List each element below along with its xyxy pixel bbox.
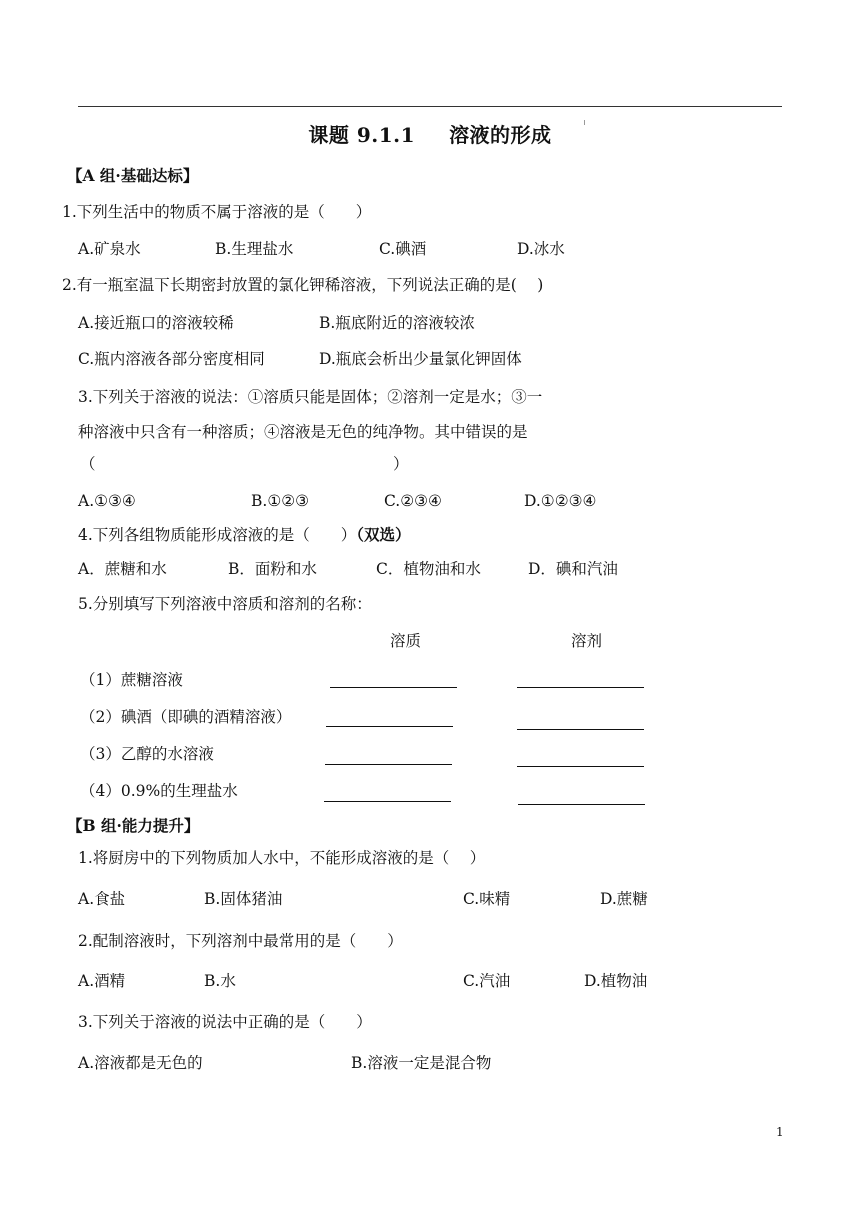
qa1-stem: 1.下列生活中的物质不属于溶液的是（ ） <box>62 203 372 221</box>
section-b-heading: 【B 组·能力提升】 <box>67 816 200 835</box>
qa5-row-2: （2）碘酒（即碘的酒精溶液） <box>80 708 292 726</box>
page-title <box>0 125 860 145</box>
qa3-option-c: C.②③④ <box>384 492 442 510</box>
qb2-option-b: B.水 <box>204 972 236 990</box>
page-number: 1 <box>776 1125 784 1139</box>
qa3-paren-close: ） <box>393 455 409 473</box>
qa1-option-a: A.矿泉水 <box>78 240 141 258</box>
qa5-row-4-solute-blank[interactable] <box>324 801 451 802</box>
qb3-option-b: B.溶液一定是混合物 <box>351 1054 492 1072</box>
qa4-option-b: B．面粉和水 <box>228 560 317 578</box>
qa2-option-b: B.瓶底附近的溶液较浓 <box>319 314 475 332</box>
qb1-stem: 1.将厨房中的下列物质加人水中，不能形成溶液的是（ ） <box>78 849 486 867</box>
qa5-row-4-solvent-blank[interactable] <box>518 804 645 805</box>
qb3-option-a: A.溶液都是无色的 <box>78 1054 203 1072</box>
qa5-row-3-solvent-blank[interactable] <box>517 766 644 767</box>
qb1-option-a: A.食盐 <box>78 890 126 908</box>
qa3-option-b: B.①②③ <box>251 492 310 510</box>
qa5-column-solute: 溶质 <box>390 632 422 650</box>
title-text: 溶液的形成 <box>449 123 552 147</box>
qb3-stem: 3.下列关于溶液的说法中正确的是（ ） <box>78 1013 372 1031</box>
qa4-option-d: D．碘和汽油 <box>528 560 618 578</box>
qa4-option-a: A．蔗糖和水 <box>78 560 167 578</box>
qa5-row-1: （1）蔗糖溶液 <box>80 671 183 689</box>
title-code: 课题 9.1.1 <box>308 123 416 147</box>
qa3-stem-line1: 3.下列关于溶液的说法：①溶质只能是固体；②溶剂一定是水；③一 <box>78 388 543 406</box>
qa5-column-solvent: 溶剂 <box>571 632 603 650</box>
qa5-row-1-solute-blank[interactable] <box>330 687 457 688</box>
qa2-option-d: D.瓶底会析出少量氯化钾固体 <box>319 350 522 368</box>
qa5-row-3-solute-blank[interactable] <box>325 764 452 765</box>
qb1-option-d: D.蔗糖 <box>600 890 648 908</box>
qa5-row-2-solute-blank[interactable] <box>326 726 453 727</box>
qa4-stem <box>78 527 411 544</box>
qa3-option-d: D.①②③④ <box>524 492 597 510</box>
qa2-stem: 2.有一瓶室温下长期密封放置的氯化钾稀溶液，下列说法正确的是( ) <box>62 276 544 294</box>
qa1-option-c: C.碘酒 <box>379 240 427 258</box>
qa2-option-a: A.接近瓶口的溶液较稀 <box>78 314 234 332</box>
section-a-heading: 【A 组·基础达标】 <box>67 166 199 185</box>
qb2-option-c: C.汽油 <box>463 972 511 990</box>
qa5-stem: 5.分别填写下列溶液中溶质和溶剂的名称： <box>78 595 372 613</box>
qa4-stem-text: 4.下列各组物质能形成溶液的是（ ） <box>78 526 357 544</box>
qb2-option-d: D.植物油 <box>584 972 648 990</box>
qa2-option-c: C.瓶内溶液各部分密度相同 <box>78 350 265 368</box>
qa3-stem-line2: 种溶液中只含有一种溶质；④溶液是无色的纯净物。其中错误的是 <box>78 423 528 441</box>
qa4-note: （双选） <box>356 525 411 544</box>
qb2-option-a: A.酒精 <box>78 972 126 990</box>
qa3-paren-open: （ <box>80 455 96 473</box>
qa5-row-1-solvent-blank[interactable] <box>517 687 644 688</box>
qa3-option-a: A.①③④ <box>78 492 136 510</box>
qa1-option-b: B.生理盐水 <box>215 240 294 258</box>
qa1-option-d: D.冰水 <box>517 240 565 258</box>
qb1-option-c: C.味精 <box>463 890 511 908</box>
header-rule <box>78 106 782 107</box>
qb1-option-b: B.固体猪油 <box>204 890 283 908</box>
qa4-option-c: C．植物油和水 <box>376 560 481 578</box>
qa5-row-4: （4）0.9%的生理盐水 <box>80 782 238 800</box>
qa5-row-2-solvent-blank[interactable] <box>517 729 644 730</box>
qa5-row-3: （3）乙醇的水溶液 <box>80 745 214 763</box>
qb2-stem: 2.配制溶液时，下列溶剂中最常用的是（ ） <box>78 932 403 950</box>
